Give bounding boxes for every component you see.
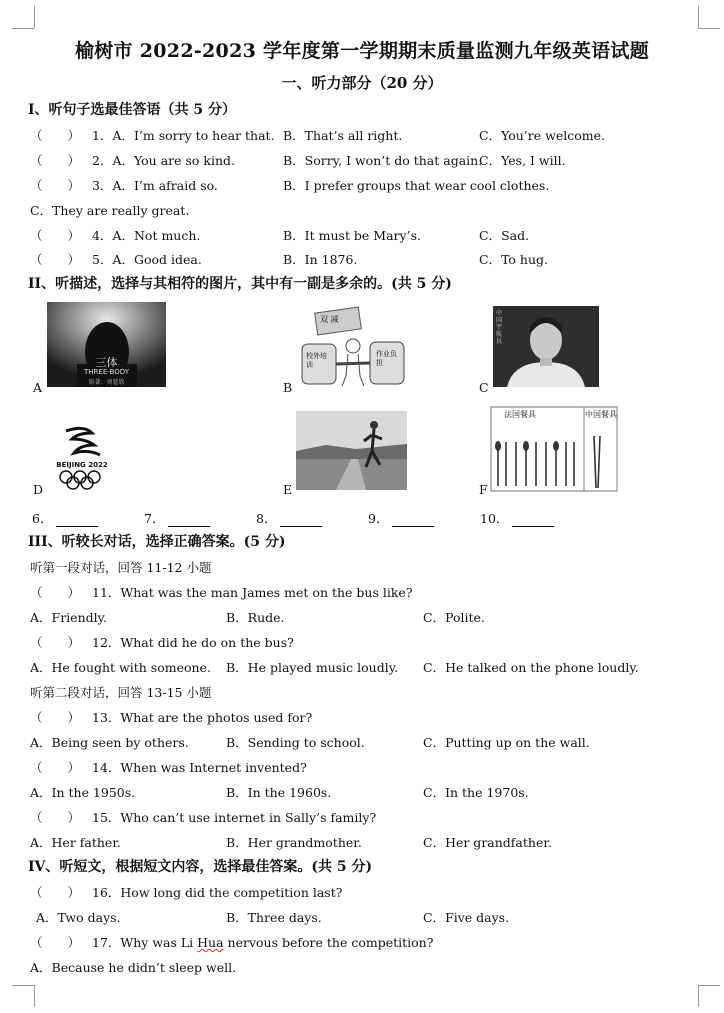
corner-mark	[698, 985, 720, 986]
cartoon-right-text: 作业负担	[376, 350, 397, 367]
tableware-left-label: 法国餐具	[504, 410, 536, 419]
question-text: 13．What are the photos used for?	[92, 710, 313, 725]
option-a: A．Being seen by others.	[30, 735, 189, 750]
tableware-right-label: 中国餐具	[585, 410, 617, 419]
picture-label-d: D	[33, 482, 44, 497]
picture-b-double-reduction[interactable]	[296, 306, 408, 392]
section4-heading: IV、听短文，根据短文内容，选择最佳答案。(共 5 分)	[28, 859, 373, 875]
option-b: B．I prefer groups that wear cool clothes.	[283, 178, 550, 193]
answer-paren[interactable]: （ ）	[30, 585, 81, 600]
astronaut-caption: 中国宇航员	[496, 310, 503, 345]
emblem-text: BEIJING 2022	[56, 461, 108, 469]
option-c: C．Putting up on the wall.	[423, 735, 590, 750]
question-number: 5．	[92, 252, 113, 267]
answer-paren[interactable]: （ ）	[30, 153, 81, 168]
question-16	[30, 883, 342, 901]
option-a: A．Not much.	[112, 228, 201, 243]
option-b: B．Rude.	[226, 610, 285, 625]
question-5	[30, 250, 202, 268]
cartoon-top-text: 双 减	[320, 315, 339, 324]
winter-olympics-emblem-icon	[44, 423, 120, 491]
corner-mark	[12, 985, 34, 986]
option-c: C．To hug.	[479, 252, 549, 267]
poster-author: 原著：刘慈欣	[88, 379, 125, 386]
corner-mark	[34, 6, 35, 28]
corner-mark	[698, 28, 720, 29]
option-c: C．Polite.	[423, 610, 485, 625]
corner-mark	[698, 6, 699, 28]
option-b: B．Sorry, I won’t do that again.	[283, 153, 483, 168]
question-text: 11．What was the man James met on the bus like?	[92, 585, 413, 600]
option-c: C．Sad.	[479, 228, 530, 243]
question-number: 4．	[92, 228, 113, 243]
answer-paren[interactable]: （ ）	[30, 252, 81, 267]
option-b: B．Her grandmother.	[226, 835, 362, 850]
option-c: C．Her grandfather.	[423, 835, 552, 850]
question-15	[30, 808, 376, 826]
answer-blank-8[interactable]: 8．	[256, 509, 322, 527]
option-a: A．Good idea.	[112, 252, 202, 267]
question-11	[30, 583, 413, 601]
question-text: 12．What did he do on the bus?	[92, 635, 294, 650]
picture-f-tableware[interactable]	[490, 406, 618, 492]
poster-subtitle: THREE-BODY	[84, 368, 129, 376]
picture-label-b: B	[283, 380, 293, 395]
corner-mark	[34, 985, 35, 1007]
dialog-1-instruction: 听第一段对话，回答 11-12 小题	[30, 560, 212, 575]
question-1	[30, 126, 275, 144]
answer-blank-7[interactable]: 7．	[144, 509, 210, 527]
option-b: B．It must be Mary’s.	[283, 228, 421, 243]
part-title: 一、听力部分（20 分）	[281, 74, 443, 92]
option-a: A．I’m sorry to hear that.	[112, 128, 275, 143]
option-c: C．Yes, I will.	[479, 153, 566, 168]
runner-photo-icon	[296, 411, 407, 490]
question-number: 1．	[92, 128, 113, 143]
option-b: B．In 1876.	[283, 252, 358, 267]
astronaut-portrait-icon	[493, 306, 599, 387]
picture-a-three-body[interactable]	[47, 302, 166, 387]
question-number: 2．	[92, 153, 113, 168]
picture-label-e: E	[283, 482, 293, 497]
picture-label-a: A	[33, 380, 43, 395]
question-text: 14．When was Internet invented?	[92, 760, 307, 775]
option-c: C．Five days.	[423, 910, 510, 925]
answer-blank-10[interactable]: 10．	[480, 509, 554, 527]
picture-d-beijing-2022[interactable]	[44, 423, 120, 491]
answer-blank-9[interactable]: 9．	[368, 509, 434, 527]
question-14	[30, 758, 307, 776]
answer-paren[interactable]: （ ）	[30, 128, 81, 143]
option-c: C．He talked on the phone loudly.	[423, 660, 639, 675]
option-b: B．Sending to school.	[226, 735, 365, 750]
cartoon-left-text: 校外培训	[306, 352, 327, 369]
option-a: A．Friendly.	[30, 610, 107, 625]
option-a: A．Her father.	[30, 835, 121, 850]
option-c: C．In the 1970s.	[423, 785, 529, 800]
picture-e-runner[interactable]	[296, 411, 407, 490]
option-a: A．Because he didn’t sleep well.	[30, 960, 237, 975]
answer-paren[interactable]: （ ）	[30, 178, 81, 193]
option-b: B．In the 1960s.	[226, 785, 332, 800]
answer-paren[interactable]: （ ）	[30, 228, 81, 243]
corner-mark	[12, 28, 34, 29]
barbell-cartoon-icon	[296, 306, 408, 392]
answer-paren[interactable]: （ ）	[30, 710, 81, 725]
section2-heading: II、听描述，选择与其相符的图片，其中有一副是多余的。(共 5 分)	[28, 276, 452, 292]
poster-title: 三体	[95, 356, 118, 369]
option-a: A．He fought with someone.	[30, 660, 211, 675]
answer-paren[interactable]: （ ）	[30, 760, 81, 775]
option-c: C．You’re welcome.	[479, 128, 605, 143]
question-13	[30, 708, 312, 726]
option-a: A．You are so kind.	[112, 153, 236, 168]
option-b: B．That’s all right.	[283, 128, 403, 143]
picture-c-astronaut[interactable]	[493, 306, 599, 387]
question-text: 17．Why was Li	[92, 935, 198, 950]
answer-paren[interactable]: （ ）	[30, 935, 81, 950]
option-b: B．He played music loudly.	[226, 660, 399, 675]
corner-mark	[698, 985, 699, 1007]
option-a: A．I’m afraid so.	[112, 178, 218, 193]
question-3	[30, 176, 218, 194]
picture-label-f: F	[479, 482, 488, 497]
question-text: 15．Who can’t use internet in Sally’s family?	[92, 810, 377, 825]
question-text: nervous before the competition?	[223, 935, 434, 950]
exam-title: 榆树市 2022-2023 学年度第一学期期末质量监测九年级英语试题	[74, 40, 650, 62]
section3-heading: III、听较长对话，选择正确答案。(5 分)	[28, 534, 286, 550]
question-2	[30, 151, 235, 169]
answer-paren[interactable]: （ ）	[30, 810, 81, 825]
question-17	[30, 933, 433, 951]
section1-heading: I、听句子选最佳答语（共 5 分）	[28, 102, 237, 118]
picture-label-c: C	[479, 380, 489, 395]
option-b: B．Three days.	[226, 910, 322, 925]
question-12	[30, 633, 294, 651]
answer-paren[interactable]: （ ）	[30, 635, 81, 650]
spellcheck-word: Hua	[197, 935, 224, 950]
question-number: 3．	[92, 178, 113, 193]
option-a: A．Two days.	[36, 910, 121, 925]
option-c: C．They are really great.	[30, 203, 190, 218]
option-a: A．In the 1950s.	[30, 785, 136, 800]
question-4	[30, 226, 200, 244]
answer-paren[interactable]: （ ）	[30, 885, 81, 900]
dialog-2-instruction: 听第二段对话，回答 13-15 小题	[30, 685, 212, 700]
answer-blank-6[interactable]: 6．	[32, 509, 98, 527]
question-text: 16．How long did the competition last?	[92, 885, 343, 900]
